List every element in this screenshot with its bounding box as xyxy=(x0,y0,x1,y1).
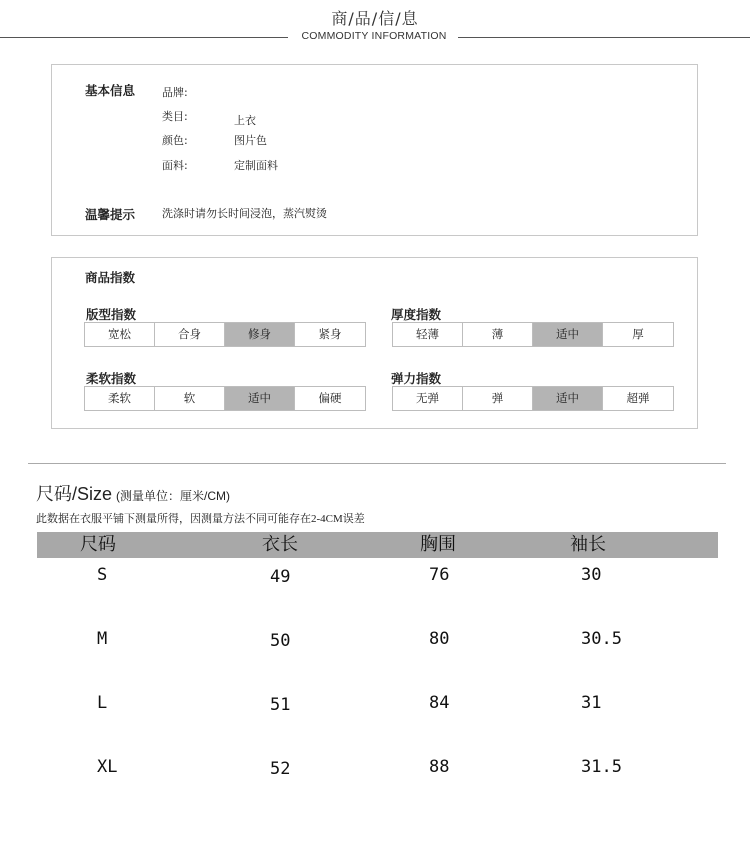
header-length: 衣长 xyxy=(262,534,298,555)
elasticity-index-title: 弹力指数 xyxy=(391,371,442,386)
tip-label: 温馨提示 xyxy=(85,207,136,222)
title-subtitle-row xyxy=(0,30,750,44)
tip-text: 洗涤时请勿长时间浸泡，蒸汽熨烫 xyxy=(162,207,327,220)
title-line-right xyxy=(458,37,750,38)
table-cell: 49 xyxy=(270,567,291,587)
table-cell: 31.5 xyxy=(581,757,622,777)
size-title-text: 尺码/Size xyxy=(36,484,113,504)
table-cell: 88 xyxy=(429,757,450,777)
info-key-color: 颜色: xyxy=(162,134,188,147)
elasticity-option: 适中 xyxy=(533,387,603,410)
elasticity-option: 弹 xyxy=(463,387,533,410)
table-cell: M xyxy=(97,629,108,649)
fit-index-title: 版型指数 xyxy=(86,307,137,322)
product-index-panel xyxy=(51,257,698,429)
basic-info-label: 基本信息 xyxy=(85,83,136,98)
info-key-brand: 品牌: xyxy=(162,86,188,99)
table-cell: L xyxy=(97,693,108,713)
fit-option: 宽松 xyxy=(85,323,155,346)
softness-index-scale xyxy=(84,386,366,411)
softness-option: 偏硬 xyxy=(295,387,365,410)
header-size: 尺码 xyxy=(80,534,116,555)
thickness-option: 适中 xyxy=(533,323,603,346)
page-subtitle: COMMODITY INFORMATION xyxy=(301,30,447,42)
info-value-category: 上衣 xyxy=(234,114,256,127)
basic-info-panel xyxy=(51,64,698,236)
fit-index-scale xyxy=(84,322,366,347)
info-key-fabric: 面料: xyxy=(162,159,188,172)
fit-option: 紧身 xyxy=(295,323,365,346)
section-divider xyxy=(28,463,726,464)
thickness-index-title: 厚度指数 xyxy=(391,307,442,322)
table-cell: 31 xyxy=(581,693,602,713)
header-sleeve: 袖长 xyxy=(570,534,606,555)
size-unit-text: (测量单位：厘米/CM) xyxy=(116,489,231,503)
fit-option: 合身 xyxy=(155,323,225,346)
softness-index-title: 柔软指数 xyxy=(86,371,137,386)
table-cell: 30 xyxy=(581,565,602,585)
table-cell: 30.5 xyxy=(581,629,622,649)
info-key-category: 类目: xyxy=(162,110,188,123)
table-cell: 51 xyxy=(270,695,291,715)
table-cell: 52 xyxy=(270,759,291,779)
thickness-option: 厚 xyxy=(603,323,673,346)
info-value-color: 图片色 xyxy=(234,134,267,147)
fit-option: 修身 xyxy=(225,323,295,346)
title-line-left xyxy=(0,37,288,38)
table-cell: 80 xyxy=(429,629,450,649)
softness-option: 柔软 xyxy=(85,387,155,410)
elasticity-index-scale xyxy=(392,386,674,411)
size-measure-note: 此数据在衣服平铺下测量所得，因测量方法不同可能存在2-4CM误差 xyxy=(36,513,365,525)
product-index-label: 商品指数 xyxy=(85,270,136,285)
size-table-header xyxy=(37,532,718,558)
page-title: 商/品/信/息 xyxy=(331,9,419,28)
size-section-title xyxy=(36,480,230,506)
table-cell: XL xyxy=(97,757,118,777)
header-chest: 胸围 xyxy=(420,534,456,555)
info-value-fabric: 定制面料 xyxy=(234,159,278,172)
table-cell: 50 xyxy=(270,631,291,651)
table-cell: 84 xyxy=(429,693,450,713)
elasticity-option: 无弹 xyxy=(393,387,463,410)
table-cell: S xyxy=(97,565,108,585)
softness-option: 适中 xyxy=(225,387,295,410)
softness-option: 软 xyxy=(155,387,225,410)
elasticity-option: 超弹 xyxy=(603,387,673,410)
thickness-option: 轻薄 xyxy=(393,323,463,346)
thickness-option: 薄 xyxy=(463,323,533,346)
thickness-index-scale xyxy=(392,322,674,347)
table-cell: 76 xyxy=(429,565,450,585)
